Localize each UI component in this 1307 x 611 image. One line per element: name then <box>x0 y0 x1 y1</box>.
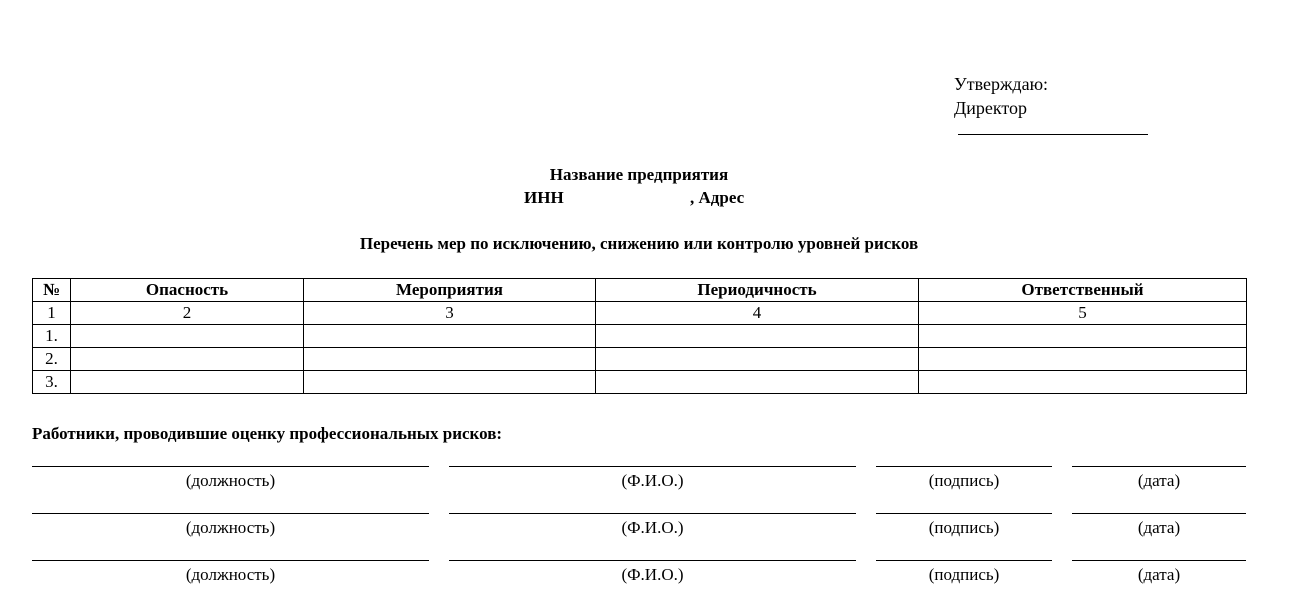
periodicity-cell[interactable] <box>596 371 919 394</box>
header-hazard: Опасность <box>71 279 304 302</box>
approval-block <box>954 72 1148 135</box>
name-field[interactable]: (Ф.И.О.) <box>449 513 856 538</box>
measures-cell[interactable] <box>304 371 596 394</box>
responsible-cell[interactable] <box>919 348 1247 371</box>
approval-signature-line[interactable] <box>958 134 1148 135</box>
approval-position: Директор <box>954 98 1028 118</box>
table-header-row <box>33 279 1247 302</box>
measures-cell[interactable] <box>304 348 596 371</box>
signature-row <box>0 513 1307 553</box>
position-field[interactable]: (должность) <box>32 466 429 491</box>
position-field[interactable]: (должность) <box>32 513 429 538</box>
column-number: 1 <box>33 302 71 325</box>
responsible-cell[interactable] <box>919 325 1247 348</box>
column-number: 5 <box>919 302 1247 325</box>
measures-cell[interactable] <box>304 325 596 348</box>
signature-field[interactable]: (подпись) <box>876 560 1052 585</box>
header-periodicity: Периодичность <box>596 279 919 302</box>
header-measures: Мероприятия <box>304 279 596 302</box>
document-title: Перечень мер по исключению, снижению или контролю уровней рисков <box>359 234 919 253</box>
inn-label: ИНН <box>524 188 564 207</box>
column-number: 3 <box>304 302 596 325</box>
hazard-cell[interactable] <box>71 371 304 394</box>
header-responsible: Ответственный <box>919 279 1247 302</box>
responsible-cell[interactable] <box>919 371 1247 394</box>
company-name: Название предприятия <box>549 165 729 184</box>
name-field[interactable]: (Ф.И.О.) <box>449 560 856 585</box>
approval-label: Утверждаю: <box>954 74 1049 94</box>
hazard-cell[interactable] <box>71 325 304 348</box>
inn-address-row <box>0 188 1307 210</box>
column-number-row <box>33 302 1247 325</box>
row-number: 2. <box>33 348 71 371</box>
row-number: 3. <box>33 371 71 394</box>
address-label: , Адрес <box>690 188 745 207</box>
periodicity-cell[interactable] <box>596 348 919 371</box>
position-field[interactable]: (должность) <box>32 560 429 585</box>
date-field[interactable]: (дата) <box>1072 560 1246 585</box>
date-field[interactable]: (дата) <box>1072 466 1246 491</box>
table-row <box>33 348 1247 371</box>
table-row <box>33 371 1247 394</box>
hazard-cell[interactable] <box>71 348 304 371</box>
name-field[interactable]: (Ф.И.О.) <box>449 466 856 491</box>
table-row <box>33 325 1247 348</box>
row-number: 1. <box>33 325 71 348</box>
signature-row <box>0 466 1307 506</box>
signature-field[interactable]: (подпись) <box>876 466 1052 491</box>
periodicity-cell[interactable] <box>596 325 919 348</box>
date-field[interactable]: (дата) <box>1072 513 1246 538</box>
signature-row <box>0 560 1307 600</box>
risk-measures-table <box>32 278 1247 394</box>
signature-field[interactable]: (подпись) <box>876 513 1052 538</box>
workers-title: Работники, проводившие оценку профессиональных рисков: <box>32 424 503 443</box>
header-number: № <box>33 279 71 302</box>
column-number: 2 <box>71 302 304 325</box>
column-number: 4 <box>596 302 919 325</box>
